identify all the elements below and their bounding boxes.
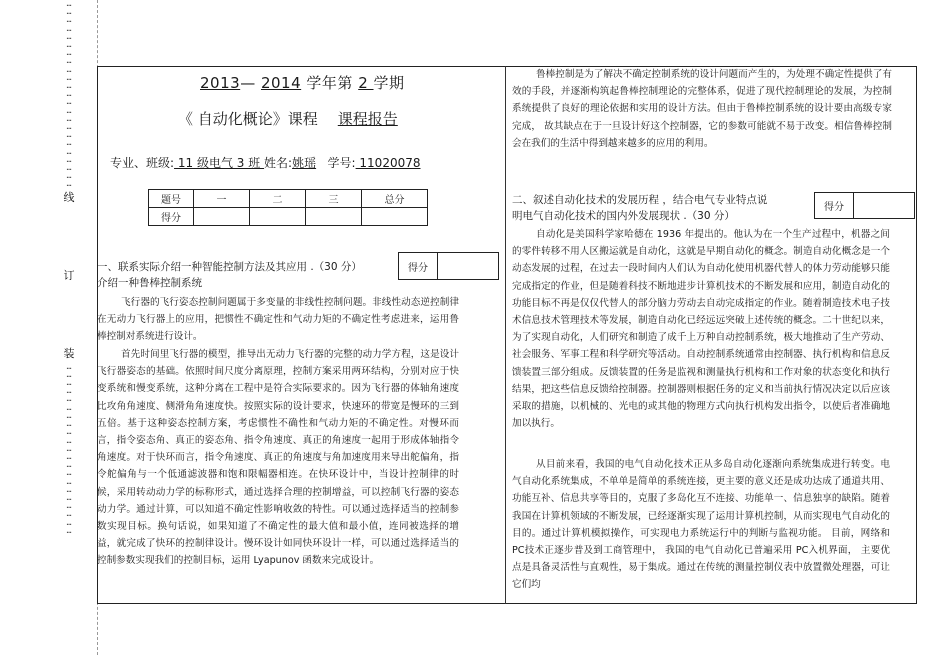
binding-dots: … bbox=[66, 23, 72, 33]
title-mid: 学年第 bbox=[301, 74, 359, 92]
binding-dots: … bbox=[66, 40, 72, 50]
binding-dots: … bbox=[66, 163, 72, 173]
left-paragraph-1: 飞行器的飞行姿态控制问题属于多变量的非线性控制问题。非线性动态逆控制律在无动力飞行器上的应用，把惯性不确定性和气动力矩的不确定性考虑进来，运用鲁棒控制对系统进行设计。 bbox=[97, 297, 459, 343]
binding-dots: … bbox=[66, 138, 72, 148]
binding-dots: … bbox=[66, 419, 72, 429]
name-label: 姓名: bbox=[264, 156, 293, 170]
report-type: 课程报告 bbox=[337, 110, 398, 128]
binding-dots: … bbox=[66, 402, 72, 412]
score-cell bbox=[362, 208, 428, 226]
major-label: 专业、班级: bbox=[110, 156, 175, 170]
question-1-subtitle: 介绍一种鲁棒控制系统 bbox=[97, 277, 202, 289]
question-1-score-box bbox=[398, 252, 499, 280]
binding-dots: … bbox=[66, 394, 72, 404]
binding-dots: … bbox=[66, 130, 72, 140]
binding-dots: … bbox=[66, 525, 72, 535]
course-name: 《 自动化概论》课程 bbox=[178, 110, 318, 128]
binding-dots: … bbox=[66, 369, 72, 379]
binding-dots: … bbox=[66, 509, 72, 519]
score-header-cell: 三 bbox=[306, 190, 362, 208]
right-paragraph-intro: 鲁棒控制是为了解决不确定控制系统的设计问题而产生的，为处理不确定性提供了有效的手段，并逐渐构筑起鲁棒控制理论的完整体系，促进了现代控制理论的发展，为控制系统提供了良好的理论依据和实用的设计方法。但由于鲁棒控制系统的设计要由高级专家完成， 故其缺点在于一旦设计好这个控制器，它的参数可能就不易于改变。相信鲁棒控制会在我们的生活中得到越来越多的应用的利用。 bbox=[512, 69, 892, 149]
binding-dots: … bbox=[66, 31, 72, 41]
score-cell bbox=[194, 208, 250, 226]
major-value: 11 级电气 3 班 bbox=[174, 156, 265, 170]
binding-dots: … bbox=[66, 517, 72, 527]
binding-dots: … bbox=[66, 48, 72, 58]
score-box-value bbox=[854, 193, 914, 218]
binding-dots: … bbox=[66, 171, 72, 181]
year-dash: — bbox=[240, 74, 261, 92]
id-value: 11020078 bbox=[355, 156, 421, 170]
binding-margin bbox=[58, 0, 80, 600]
binding-dots: … bbox=[66, 501, 72, 511]
year-end: 2014 bbox=[260, 74, 302, 92]
question-2-score-box bbox=[814, 192, 915, 219]
right-paragraph-2: 从目前来看，我国的电气自动化技术正从多岛自动化逐渐向系统集成进行转变。电气自动化系统集成，不单单是简单的系统连接，更主要的意义还是成功达成了通道共用、功能互补、信息共享等目的，克服了多岛化互不连接、功能单一、信息独享的缺陷。随着我国在计算机领域的不断发展，已经逐渐实现了运用计算机控制，从而实现电气自动化的目的。通过计算机模拟操作，可实现电力系统运行中的判断与监视功能。 目前，网络和 PC技术正逐步普及到工商管理中， 我国的电气自动化已普遍采用 PC入机界面， 主要优点是具备灵活性与直观性，易于集成。通过在传统的测量控制仪表中放置微处理器，可让它们均 bbox=[512, 459, 890, 591]
binding-dots: … bbox=[66, 179, 72, 189]
binding-dots: … bbox=[66, 378, 72, 388]
student-info bbox=[110, 154, 421, 171]
binding-dots: … bbox=[66, 476, 72, 486]
binding-dots: … bbox=[66, 0, 72, 8]
binding-mark-line: 线 bbox=[63, 190, 75, 204]
binding-dots: … bbox=[66, 72, 72, 82]
name-value: 姚瑶 bbox=[292, 156, 317, 170]
binding-dots: … bbox=[66, 113, 72, 123]
left-paragraph-2: 首先时间里飞行器的模型，推导出无动力飞行器的完整的动力学方程，这是设计飞行器姿态的基础。依照时间尺度分离原理，控制方案采用两环结构，分别对应于快变系统和慢变系统，这种分离在工程中是符合实际要求的。因为飞行器的体轴角速度比攻角角速度、侧滑角角速度快。按照实际的设计要求，快速环的带宽是慢环的三到五倍。基于这种姿态控制方案，考虑惯性不确性和气动力矩的不确定性。对慢环而言，指令姿态角、真正的姿态角、指令角速度、真正的角速度一起用于形成体轴指令角速度。对于快环而言，指令角速度、真正的角速度与角加速度用来导出舵偏角，指令舵偏角与一个低通滤波器和饱和限幅器相连。在快环设计中，当设计控制律的时候，采用转动动力学的标称形式，通过选择合理的控制增益，可以控制飞行器的姿态动力学。通过计算，可以知道不确定性影响收敛的特性。可以通过选择适当的控制参数实现目标。换句话说，如果知道了不确定性的最大值和最小值，连同被选择的增益，就完成了快环的控制律设计。慢环设计如同快环设计一样，可以通过选择适当的控制参数实现我们的控制目标，运用 Lyapunov 函数来完成设计。 bbox=[97, 349, 459, 567]
score-header-cell: 总分 bbox=[362, 190, 428, 208]
binding-dots: … bbox=[66, 64, 72, 74]
binding-dots: … bbox=[66, 361, 72, 371]
question-2-title: 二、叙述自动化技术的发展历程 ，结合电气专业特点说 bbox=[512, 194, 768, 206]
question-1 bbox=[97, 259, 397, 291]
binding-dots: … bbox=[66, 122, 72, 132]
score-box-value bbox=[438, 253, 498, 279]
binding-dots: … bbox=[66, 410, 72, 420]
score-table-row bbox=[149, 208, 428, 226]
binding-dots: … bbox=[66, 435, 72, 445]
binding-dots: … bbox=[66, 427, 72, 437]
binding-dots: … bbox=[66, 146, 72, 156]
binding-mark-order: 订 bbox=[63, 268, 75, 282]
question-2-subtitle: 明电气自动化技术的国内外发展现状 .（30 分） bbox=[512, 210, 735, 222]
binding-dots: … bbox=[66, 386, 72, 396]
binding-dots: … bbox=[66, 443, 72, 453]
score-header-cell: 二 bbox=[250, 190, 306, 208]
binding-dots: … bbox=[66, 7, 72, 17]
binding-dots: … bbox=[66, 468, 72, 478]
score-header-cell: 一 bbox=[194, 190, 250, 208]
binding-dots: … bbox=[66, 484, 72, 494]
question-2 bbox=[512, 192, 812, 224]
question-1-title: 一、联系实际介绍一种智能控制方法及其应用 .（30 分） bbox=[97, 261, 362, 273]
title-end: 学期 bbox=[373, 74, 405, 92]
year-start: 2013 bbox=[200, 74, 241, 92]
score-row-label: 得分 bbox=[149, 208, 194, 226]
binding-dots: … bbox=[66, 56, 72, 66]
score-table-header-row bbox=[149, 190, 428, 208]
score-header-cell: 题号 bbox=[149, 190, 194, 208]
score-box-label: 得分 bbox=[815, 193, 854, 218]
binding-dots: … bbox=[66, 451, 72, 461]
binding-dots: … bbox=[66, 492, 72, 502]
score-box-label: 得分 bbox=[399, 253, 438, 279]
binding-dots: … bbox=[66, 15, 72, 25]
binding-mark-bind: 装 bbox=[63, 346, 75, 360]
term-number: 2 bbox=[358, 74, 374, 92]
binding-dots: … bbox=[66, 154, 72, 164]
page-title bbox=[200, 72, 405, 93]
score-cell bbox=[306, 208, 362, 226]
score-cell bbox=[250, 208, 306, 226]
binding-dots: … bbox=[66, 97, 72, 107]
score-table bbox=[148, 189, 428, 226]
binding-dots: … bbox=[66, 81, 72, 91]
id-label: 学号: bbox=[323, 156, 356, 170]
binding-dots: … bbox=[66, 105, 72, 115]
column-divider bbox=[505, 66, 506, 604]
right-paragraph-1: 自动化是美国科学家哈德在 1936 年提出的。他认为在一个生产过程中，机器之间的零件转移不用人区搬运就是自动化，这就是早期自动化的概念。制造自动化概念是一个动态发展的过程，在过去一段时间内人们认为自动化使用机器代替人的体力劳动能够只能完成指定的作业，但是随着科技不断地进步计算机技术的不断发展和应用，制造自动化的功能目标不再是仅仅代替人的部分脑力劳动去自动完成指定的作业。随着制造技术电子技术信息技术管理技术等发展，制造自动化已经远远突破上述传统的概念。二十世纪以来，为了实现自动化，人们研究和制造了成千上万种自动控制系统，极大地推动了生产劳动、社会服务、军事工程和科学研究等活动。自动控制系统通常由控制器、执行机构和信息反馈装置三部分组成。反馈装置的任务是监视和测量执行机构和工作对象的状态变化和执行结果，把这些信息反馈给控制器。控制器则根据任务的定义和当前执行情况决定以后应该采取的措施，以机械的、光电的或其他的物理方式向执行机构发出指令，以使后者准确地加以执行。 bbox=[512, 229, 890, 430]
binding-dots: … bbox=[66, 460, 72, 470]
binding-dots: … bbox=[66, 89, 72, 99]
course-line bbox=[178, 108, 420, 129]
